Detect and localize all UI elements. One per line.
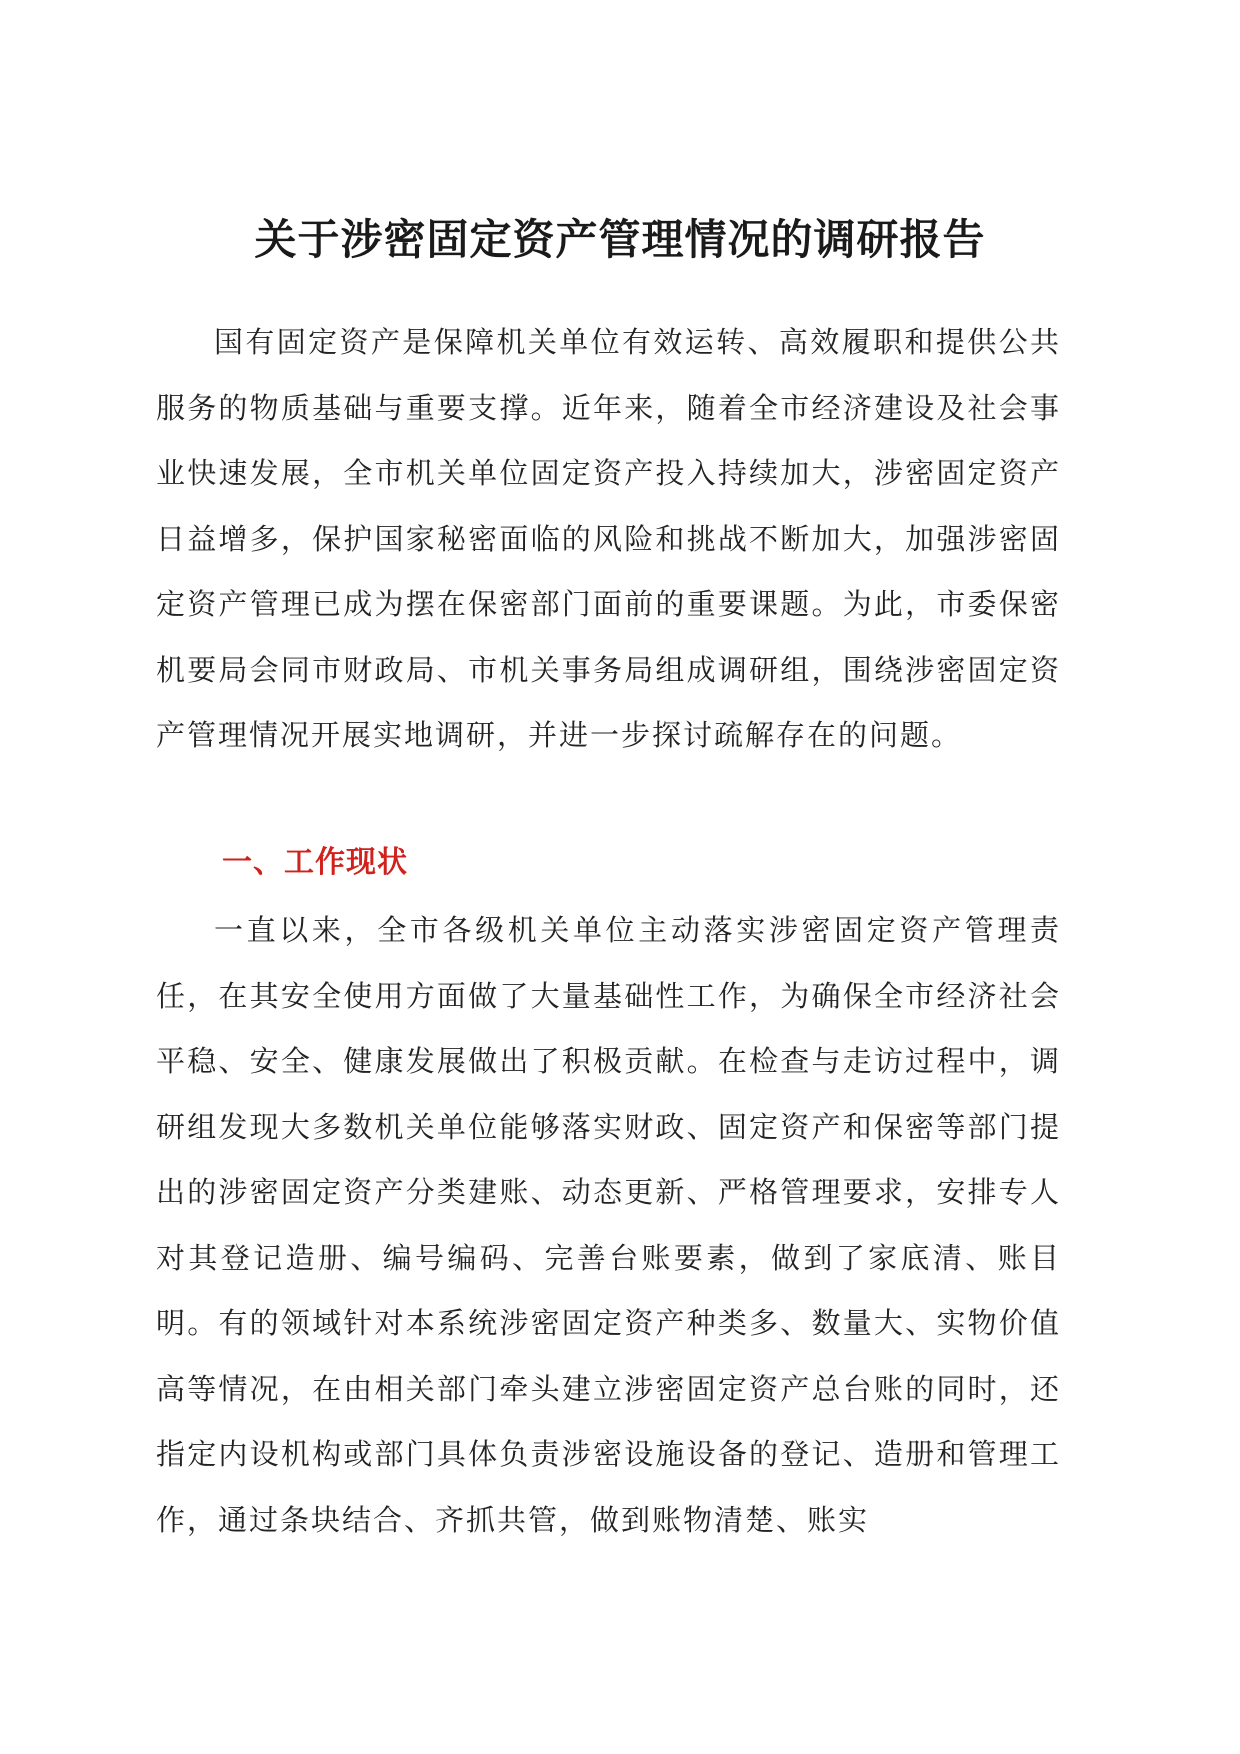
intro-paragraph: 国有固定资产是保障机关单位有效运转、高效履职和提供公共服务的物质基础与重要支撑。近年来，随着全市经济建设及社会事业快速发展，全市机关单位固定资产投入持续加大，涉密固定资产日益增多，保护国家秘密面临的风险和挑战不断加大，加强涉密固定资产管理已成为摆在保密部门面前的重要课题。为此，市委保密机要局会同市财政局、市机关事务局组成调研组，围绕涉密固定资产管理情况开展实地调研，并进一步探讨疏解存在的问题。 [156, 325, 1061, 752]
work-status-paragraph: 一直以来，全市各级机关单位主动落实涉密固定资产管理责任，在其安全使用方面做了大量基础性工作，为确保全市经济社会平稳、安全、健康发展做出了积极贡献。在检查与走访过程中，调研组发现大多数机关单位能够落实财政、固定资产和保密等部门提出的涉密固定资产分类建账、动态更新、严格管理要求，安排专人对其登记造册、编号编码、完善台账要素，做到了家底清、账目明。有的领域针对本系统涉密固定资产种类多、数量大、实物价值高等情况，在由相关部门牵头建立涉密固定资产总台账的同时，还指定内设机构或部门具体负责涉密设施设备的登记、造册和管理工作，通过条块结合、齐抓共管，做到账物清楚、账实 [156, 913, 1061, 1537]
document-title: 关于涉密固定资产管理情况的调研报告 [254, 215, 986, 264]
section-heading-work-status: 一、工作现状 [222, 845, 408, 880]
